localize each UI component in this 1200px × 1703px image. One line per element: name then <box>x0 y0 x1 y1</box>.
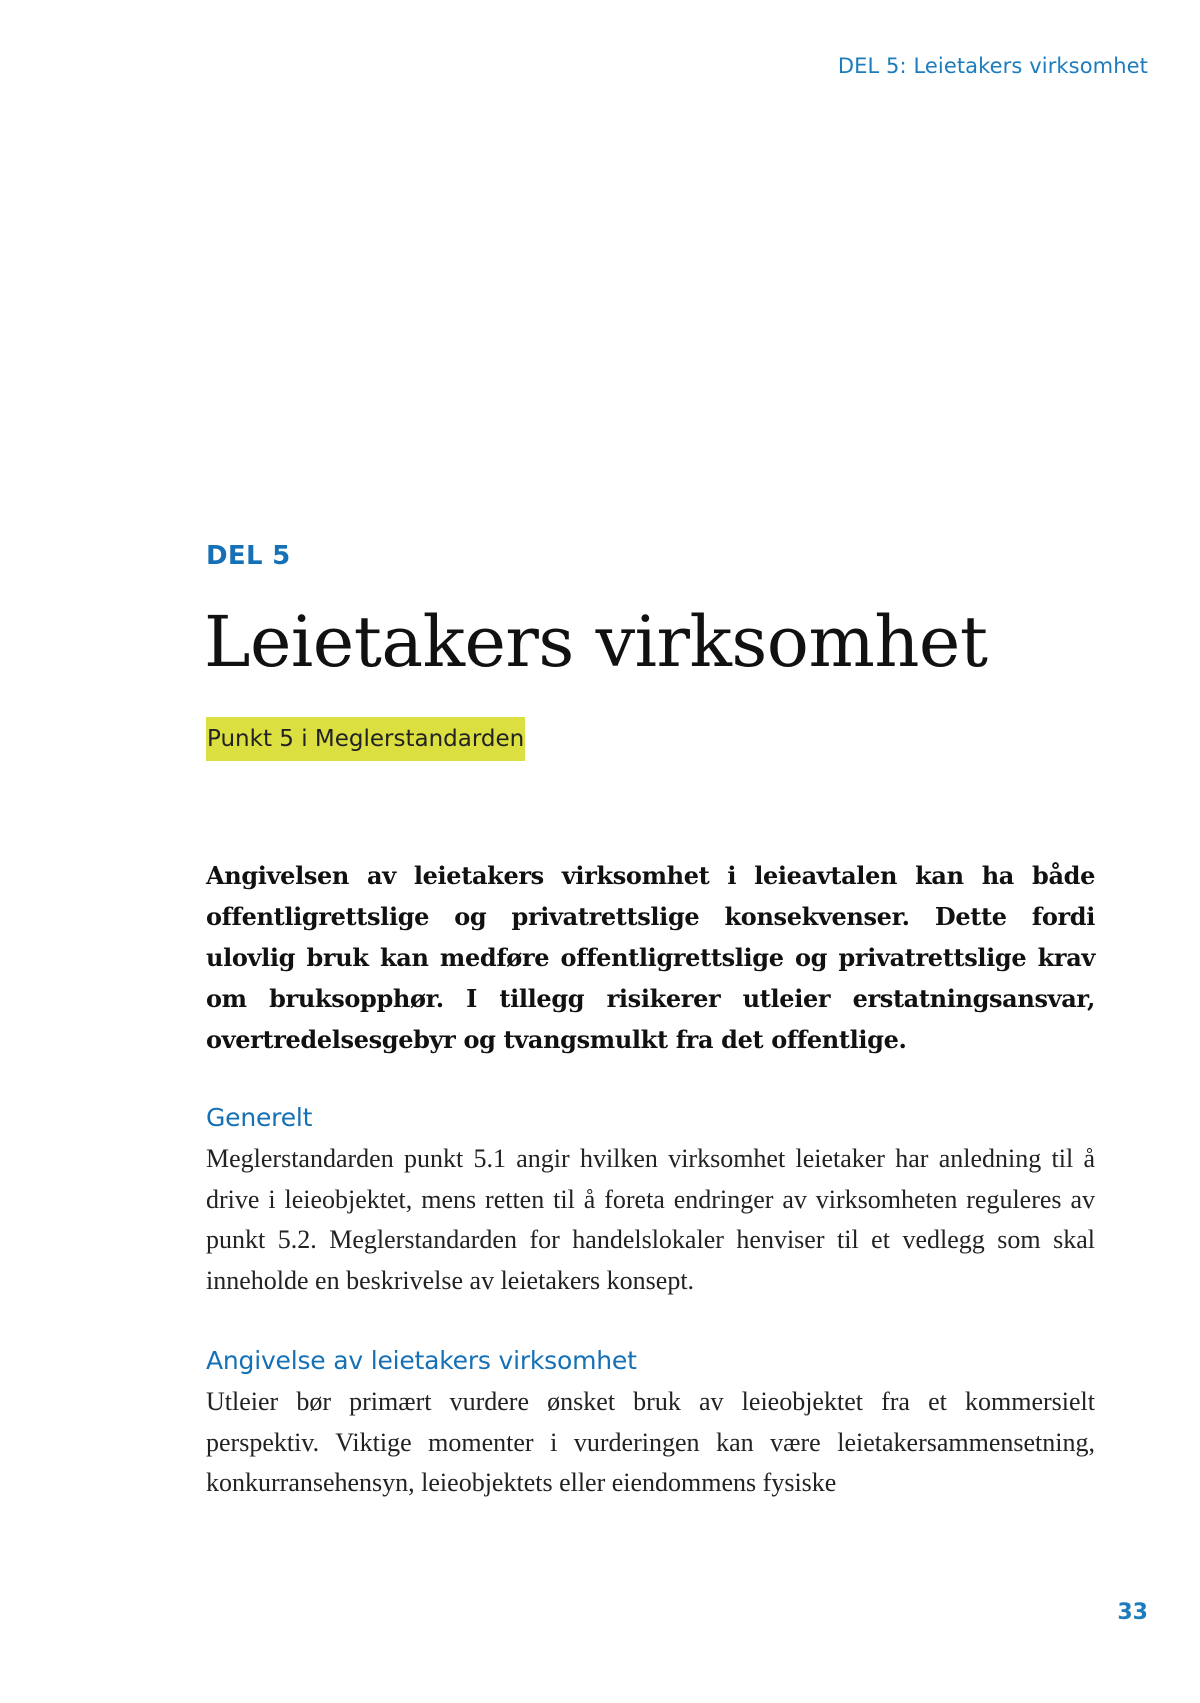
part-label: DEL 5 <box>206 541 291 571</box>
section-heading: Generelt <box>206 1103 313 1132</box>
standard-reference-tag: Punkt 5 i Meglerstandarden <box>206 717 525 761</box>
section-body: Utleier bør primært vurdere ønsket bruk av leieobjektet fra et kommersielt perspektiv. Viktige momenter i vurderingen kan være leietakersammensetning, konkurransehensyn, leieobjektets eller eiendommens fysiske <box>206 1387 1095 1497</box>
section-body: Meglerstandarden punkt 5.1 angir hvilken virksomhet leietaker har anledning til å drive i leieobjektet, mens retten til å foreta endringer av virksomheten reguleres av punkt 5.2. Meglerstandarden for handelslokaler henviser til et vedlegg som skal inneholde en beskrivelse av leietakers konsept. <box>206 1144 1095 1295</box>
section-heading: Angivelse av leietakers virksomhet <box>206 1346 637 1375</box>
section-angivelse <box>206 1344 1095 1504</box>
section-generelt <box>206 1101 1095 1301</box>
page-number: 33 <box>1117 1600 1148 1625</box>
chapter-title: Leietakers virksomhet <box>204 601 988 683</box>
lead-paragraph: Angivelsen av leietakers virksomhet i leieavtalen kan ha både offentligrettslige og privatrettslige konsekvenser. Dette fordi ulovlig bruk kan medføre offentligrettslige og privatrettslige krav om bruksopphør. I tillegg risikerer utleier erstatningsansvar, overtredelsesgebyr og tvangsmulkt fra det offentlige. <box>206 861 1095 1054</box>
running-header: DEL 5: Leietakers virksomhet <box>837 54 1148 78</box>
